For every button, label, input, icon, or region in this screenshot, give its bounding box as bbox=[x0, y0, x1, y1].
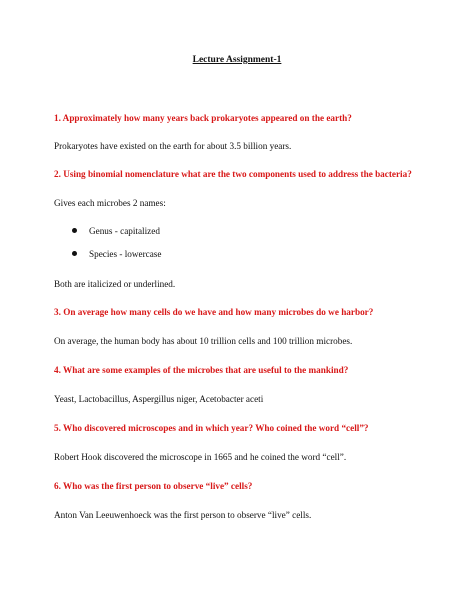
answer-1: Prokaryotes have existed on the earth for about 3.5 billion years. bbox=[54, 141, 292, 151]
answer-3: On average, the human body has about 10 trillion cells and 100 trillion microbes. bbox=[54, 336, 353, 346]
answer-2-note: Both are italicized or underlined. bbox=[54, 279, 176, 289]
question-3: 3. On average how many cells do we have and how many microbes do we harbor? bbox=[54, 307, 374, 317]
bullet-genus bbox=[72, 226, 160, 236]
question-5: 5. Who discovered microscopes and in which year? Who coined the word “cell”? bbox=[54, 423, 369, 433]
answer-6: Anton Van Leeuwenhoeck was the first person to observe “live” cells. bbox=[54, 510, 312, 520]
question-1: 1. Approximately how many years back prokaryotes appeared on the earth? bbox=[54, 113, 352, 123]
question-2: 2. Using binomial nomenclature what are the two components used to address the bacteria? bbox=[54, 169, 412, 179]
answer-4: Yeast, Lactobacillus, Aspergillus niger, Acetobacter aceti bbox=[54, 394, 264, 404]
question-6: 6. Who was the first person to observe “live” cells? bbox=[54, 481, 253, 491]
answer-5: Robert Hook discovered the microscope in 1665 and he coined the word “cell”. bbox=[54, 452, 347, 462]
question-4: 4. What are some examples of the microbes that are useful to the mankind? bbox=[54, 365, 349, 375]
bullet-icon bbox=[72, 228, 77, 233]
answer-2: Gives each microbes 2 names: bbox=[54, 198, 166, 208]
bullet-species bbox=[72, 249, 161, 259]
bullet-label: Genus - capitalized bbox=[89, 226, 160, 236]
document-title: Lecture Assignment-1 bbox=[192, 55, 282, 65]
bullet-icon bbox=[72, 251, 77, 256]
bullet-label: Species - lowercase bbox=[89, 249, 162, 259]
